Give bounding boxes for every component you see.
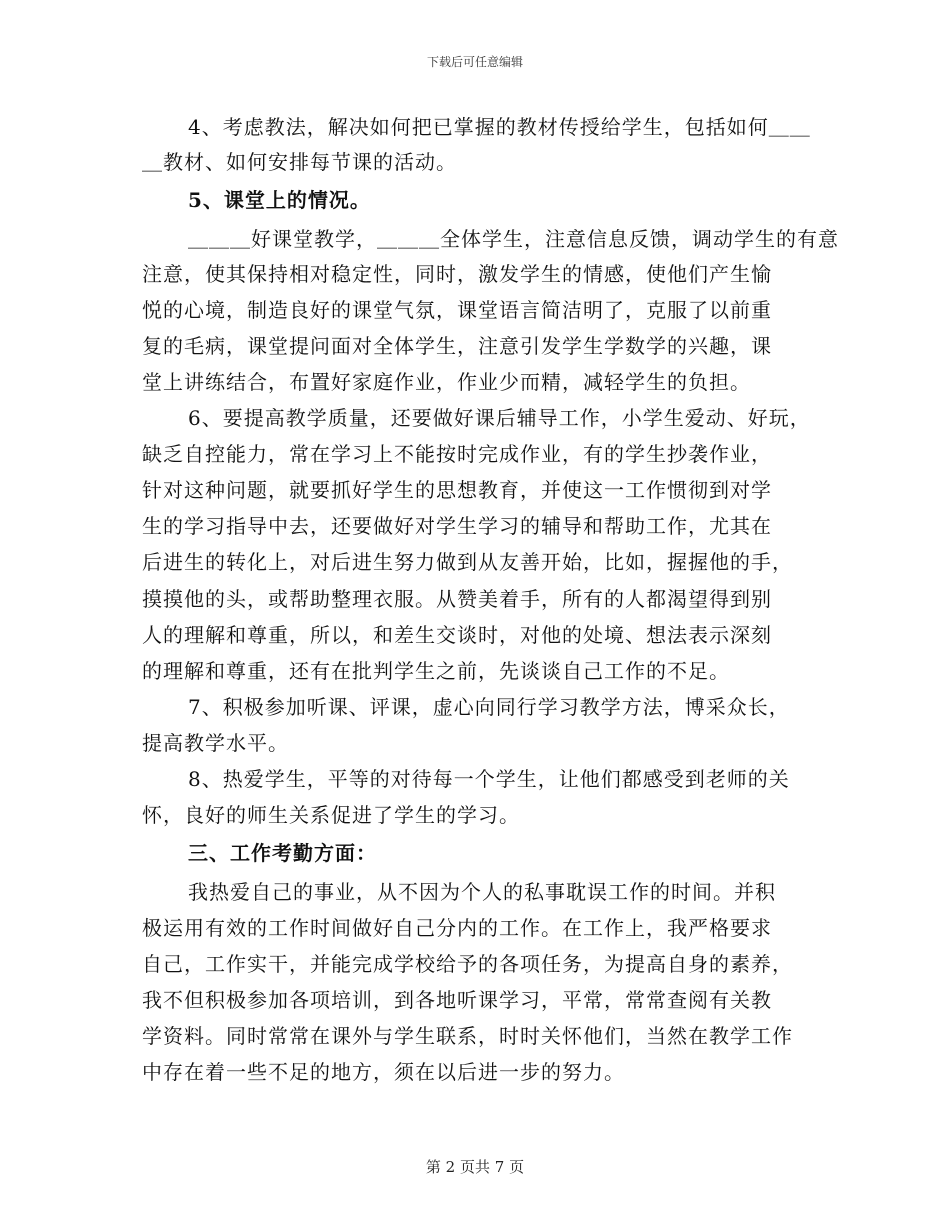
paragraph-4-line-1: 4、考虑教法，解决如何把已掌握的教材传授给学生，包括如何＿＿ <box>188 115 811 139</box>
attendance-line-5: 学资料。同时常常在课外与学生联系，时时关怀他们，当然在教学工作 <box>142 1024 793 1048</box>
paragraph-6-line-7: 人的理解和尊重，所以，和差生交谈时，对他的处境、想法表示深刻 <box>142 623 772 647</box>
paragraph-5-line-2: 注意，使其保持相对稳定性，同时，激发学生的情感，使他们产生愉 <box>142 262 772 286</box>
paragraph-5-line-1: ＿＿＿好课堂教学，＿＿＿全体学生，注意信息反馈，调动学生的有意 <box>188 227 839 251</box>
paragraph-7-line-1: 7、积极参加听课、评课，虚心向同行学习教学方法，博采众长， <box>188 695 790 719</box>
paragraph-8-line-2: 怀，良好的师生关系促进了学生的学习。 <box>142 803 520 827</box>
paragraph-5-line-3: 悦的心境，制造良好的课堂气氛，课堂语言简洁明了，克服了以前重 <box>142 298 772 322</box>
paragraph-7-line-2: 提高教学水平。 <box>142 731 289 755</box>
page-footer: 第 2 页共 7 页 <box>425 1158 525 1176</box>
heading-classroom: 5、课堂上的情况。 <box>188 188 371 212</box>
attendance-line-2: 极运用有效的工作时间做好自己分内的工作。在工作上，我严格要求 <box>142 916 772 940</box>
attendance-line-3: 自己，工作实干，并能完成学校给予的各项任务，为提高自身的素养， <box>142 952 793 976</box>
paragraph-6-line-6: 摸摸他的头，或帮助整理衣服。从赞美着手，所有的人都渴望得到别 <box>142 587 772 611</box>
paragraph-6-line-1: 6、要提高教学质量，还要做好课后辅导工作，小学生爱动、好玩， <box>188 406 811 430</box>
page-header: 下载后可任意编辑 <box>426 55 523 69</box>
attendance-line-4: 我不但积极参加各项培训，到各地听课学习，平常，常常查阅有关教 <box>142 988 772 1012</box>
attendance-line-1: 我热爱自己的事业，从不因为个人的私事耽误工作的时间。并积 <box>188 880 776 904</box>
paragraph-6-line-3: 针对这种问题，就要抓好学生的思想教育，并使这一工作惯彻到对学 <box>142 478 772 502</box>
paragraph-8-line-1: 8、热爱学生，平等的对待每一个学生，让他们都感受到老师的关 <box>188 767 790 791</box>
paragraph-5-line-4: 复的毛病，课堂提问面对全体学生，注意引发学生学数学的兴趣，课 <box>142 334 772 358</box>
attendance-line-6: 中存在着一些不足的地方，须在以后进一步的努力。 <box>142 1060 625 1084</box>
paragraph-6-line-8: 的理解和尊重，还有在批判学生之前，先谈谈自己工作的不足。 <box>142 659 730 683</box>
paragraph-6-line-4: 生的学习指导中去，还要做好对学生学习的辅导和帮助工作，尤其在 <box>142 514 772 538</box>
paragraph-6-line-5: 后进生的转化上，对后进生努力做到从友善开始，比如，握握他的手， <box>142 550 793 574</box>
paragraph-4-line-2: ＿教材、如何安排每节课的活动。 <box>142 150 457 174</box>
paragraph-6-line-2: 缺乏自控能力，常在学习上不能按时完成作业，有的学生抄袭作业， <box>142 442 772 466</box>
paragraph-5-line-5: 堂上讲练结合，布置好家庭作业，作业少而精，减轻学生的负担。 <box>142 370 751 394</box>
heading-attendance: 三、工作考勤方面： <box>188 841 377 865</box>
